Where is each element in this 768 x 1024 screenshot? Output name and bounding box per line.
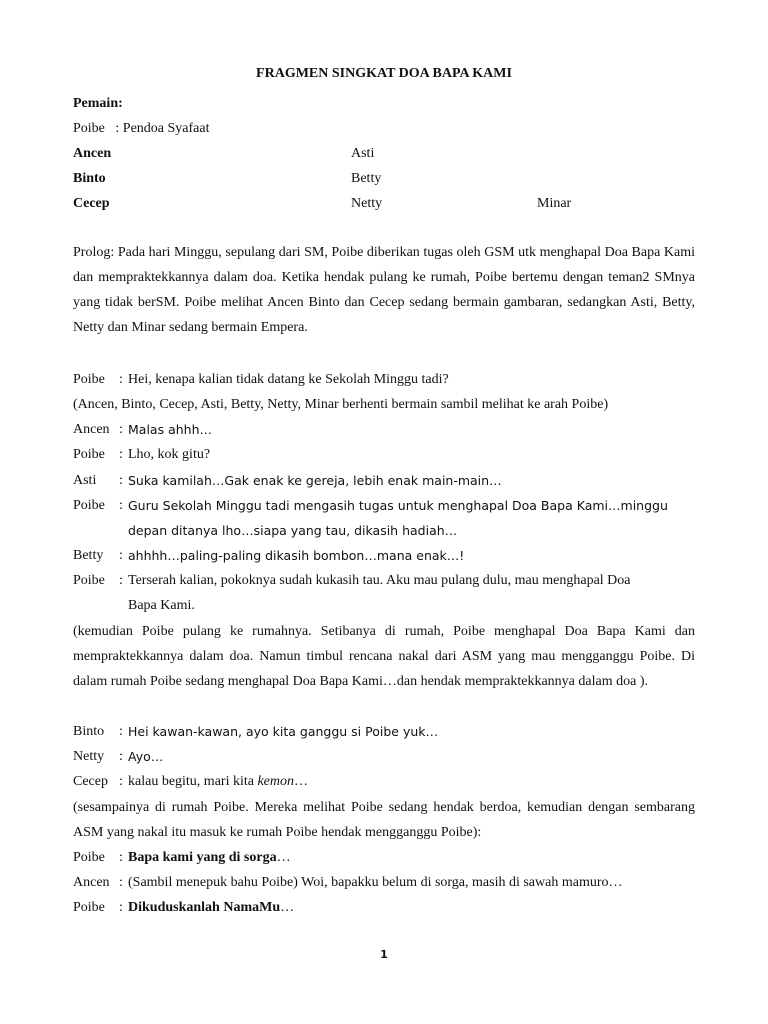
dialog-line-continuation: depan ditanya lho…siapa yang tau, dikasih hadiah… — [128, 523, 458, 538]
prolog-paragraph: Prolog: Pada hari Minggu, sepulang dari SM, Poibe diberikan tugas oleh GSM utk menghapal Doa Bapa Kami dan mempraktekkannya dalam doa. Ketika hendak pulang ke rumah, Poibe bertemu dengan teman2 SMnya yang tidak berSM. Poibe melihat Ancen Binto dan Cecep sedang bermain gambaran, sedangkan Asti, Betty, Netty dan Minar sedang bermain Empera. — [73, 245, 695, 335]
speaker-colon: : — [119, 850, 123, 865]
document-title: FRAGMEN SINGKAT DOA BAPA KAMI — [256, 66, 512, 81]
cast-lead-name: Poibe — [73, 121, 105, 136]
speaker-colon: : — [119, 372, 123, 387]
prayer-text: Bapa kami yang di sorga — [128, 850, 277, 865]
stage-direction: (Ancen, Binto, Cecep, Asti, Betty, Netty, Minar berhenti bermain sambil melihat ke arah Poibe) — [73, 397, 609, 412]
dialog-line-continuation: Bapa Kami. — [128, 598, 195, 613]
cast-name-asti: Asti — [351, 146, 375, 161]
stage-direction: (sesampainya di rumah Poibe. Mereka melihat Poibe sedang hendak berdoa, kemudian dengan sembarang ASM yang nakal itu masuk ke rumah Poibe hendak mengganggu Poibe): — [73, 800, 695, 840]
cast-lead — [73, 120, 209, 138]
dialog-text: kalau begitu, mari kita — [128, 774, 258, 789]
speaker-label: Poibe — [73, 498, 105, 513]
speaker-label: Ancen — [73, 422, 110, 437]
speaker-colon: : — [119, 422, 123, 437]
speaker-colon: : — [119, 548, 123, 563]
cast-name-netty: Netty — [351, 196, 383, 211]
dialog-ellipsis: … — [280, 900, 295, 915]
dialog-line: Guru Sekolah Minggu tadi mengasih tugas untuk menghapal Doa Bapa Kami…minggu — [128, 498, 668, 513]
speaker-label: Betty — [73, 548, 104, 563]
dialog-line: (Sambil menepuk bahu Poibe) Woi, bapakku belum di sorga, masih di sawah mamuro… — [128, 875, 623, 890]
dialog-line: Suka kamilah…Gak enak ke gereja, lebih enak main-main… — [128, 473, 502, 488]
speaker-colon: : — [119, 573, 123, 588]
speaker-label: Poibe — [73, 900, 105, 915]
dialog-line — [128, 899, 294, 917]
dialog-line: Malas ahhh… — [128, 422, 212, 437]
speaker-colon: : — [119, 900, 123, 915]
dialog-line: Hei kawan-kawan, ayo kita ganggu si Poibe yuk… — [128, 724, 438, 739]
dialog-line: Terserah kalian, pokoknya sudah kukasih tau. Aku mau pulang dulu, mau menghapal Doa — [128, 573, 631, 588]
speaker-colon: : — [119, 473, 123, 488]
speaker-colon: : — [119, 447, 123, 462]
dialog-line — [128, 849, 291, 867]
dialog-line — [128, 773, 308, 791]
speaker-label: Asti — [73, 473, 97, 488]
prayer-text: Dikuduskanlah NamaMu — [128, 900, 281, 915]
dialog-line: ahhhh…paling-paling dikasih bombon…mana enak…! — [128, 548, 465, 563]
speaker-label: Binto — [73, 724, 105, 739]
dialog-italic-text: kemon — [257, 774, 295, 789]
speaker-colon: : — [119, 498, 123, 513]
dialog-line: Ayo… — [128, 749, 164, 764]
speaker-label: Ancen — [73, 875, 110, 890]
dialog-ellipsis: … — [294, 774, 309, 789]
dialog-line: Lho, kok gitu? — [128, 447, 211, 462]
cast-name-binto: Binto — [73, 171, 106, 186]
cast-heading: Pemain: — [73, 96, 123, 111]
speaker-colon: : — [119, 749, 123, 764]
speaker-colon: : — [119, 875, 123, 890]
cast-name-minar: Minar — [537, 196, 572, 211]
speaker-colon: : — [119, 774, 123, 789]
speaker-label: Poibe — [73, 372, 105, 387]
dialog-line: Hei, kenapa kalian tidak datang ke Sekolah Minggu tadi? — [128, 372, 449, 387]
cast-name-ancen: Ancen — [73, 146, 112, 161]
cast-name-betty: Betty — [351, 171, 382, 186]
dialog-ellipsis: … — [276, 850, 291, 865]
speaker-colon: : — [119, 724, 123, 739]
speaker-label: Netty — [73, 749, 105, 764]
page-number: 1 — [380, 948, 388, 961]
speaker-label: Poibe — [73, 447, 105, 462]
speaker-label: Cecep — [73, 774, 108, 789]
cast-name-cecep: Cecep — [73, 196, 110, 211]
speaker-label: Poibe — [73, 573, 105, 588]
cast-lead-role: : Pendoa Syafaat — [115, 121, 210, 136]
speaker-label: Poibe — [73, 850, 105, 865]
stage-direction: (kemudian Poibe pulang ke rumahnya. Setibanya di rumah, Poibe menghapal Doa Bapa Kami dan mempraktekkannya dalam doa. Namun timbul rencana nakal dari ASM yang mau mengganggu Poibe. Di dalam rumah Poibe sedang menghapal Doa Bapa Kami…dan hendak mempraktekkannya dalam doa ). — [73, 624, 695, 689]
